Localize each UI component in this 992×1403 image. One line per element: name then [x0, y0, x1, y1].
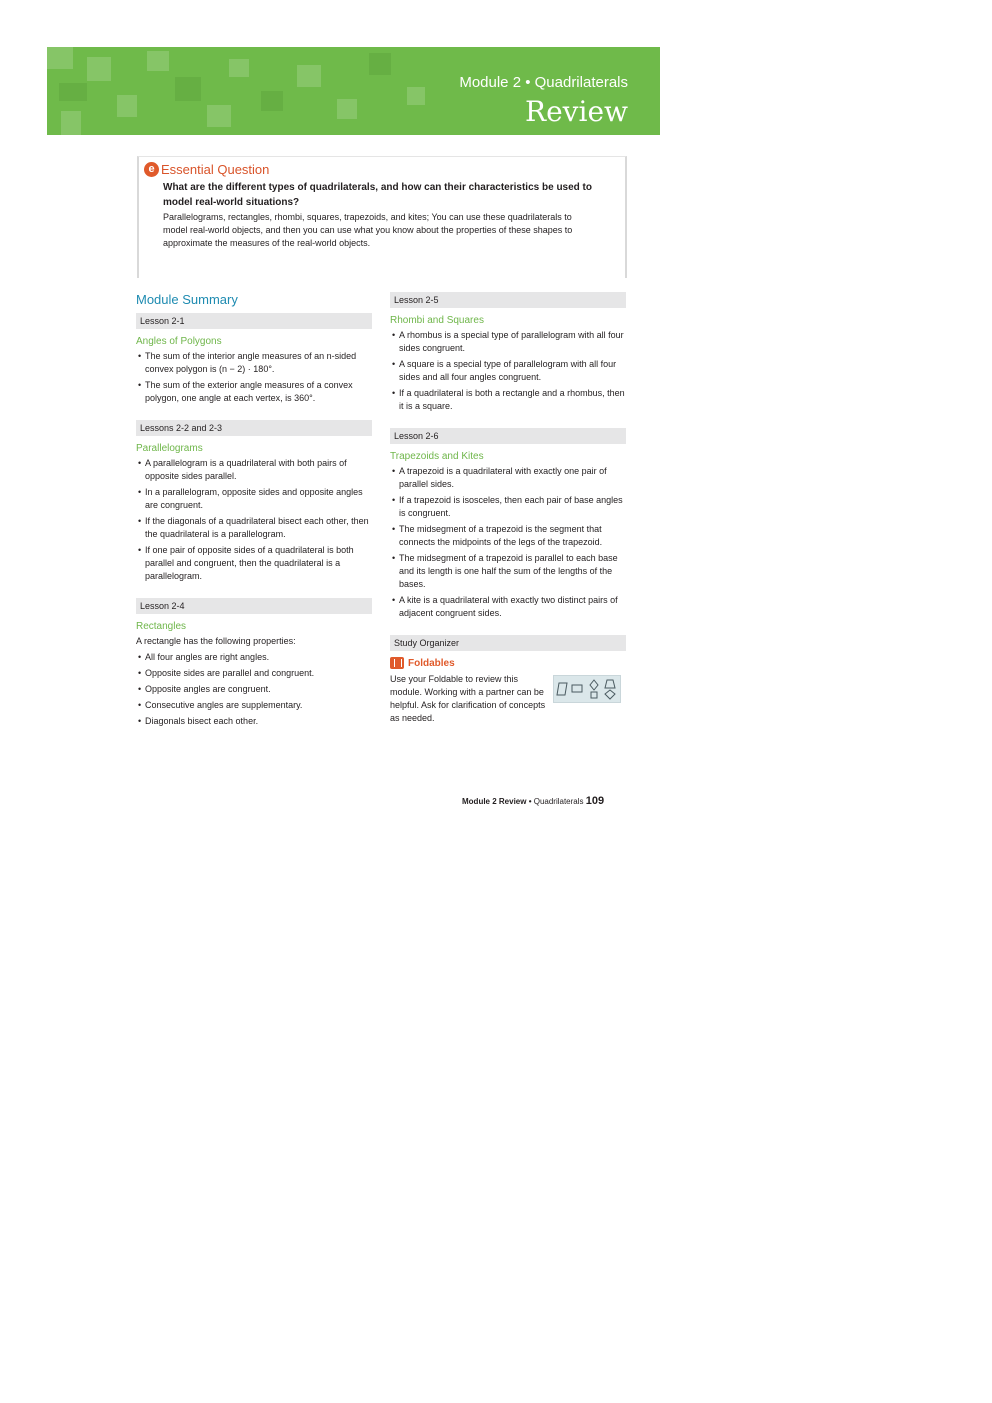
summary-item: • All four angles are right angles.	[136, 651, 372, 664]
page-title: Review	[525, 95, 628, 128]
module-banner	[47, 47, 660, 135]
foldables-heading	[390, 657, 626, 671]
summary-item: • The sum of the exterior angle measures of a convex polygon, one angle at each vertex, is 360°.	[136, 379, 372, 405]
module-subtitle: Module 2 • Quadrilaterals	[459, 74, 628, 91]
summary-item: • A parallelogram is a quadrilateral with both pairs of opposite sides parallel.	[136, 457, 372, 483]
lesson-topic: Angles of Polygons	[136, 336, 222, 347]
lesson-block	[136, 313, 372, 405]
footer-separator: •	[526, 797, 534, 806]
lesson-label: Lesson 2-6	[390, 428, 626, 444]
summary-item: • A rhombus is a special type of parallelogram with all four sides congruent.	[390, 329, 626, 355]
lesson-topic: Parallelograms	[136, 443, 203, 454]
footer-module: Module 2 Review	[462, 797, 527, 806]
lesson-topic: Rectangles	[136, 621, 187, 632]
summary-item: • If a trapezoid is isosceles, then each pair of base angles is congruent.	[390, 494, 626, 520]
essential-question-text: What are the different types of quadrilaterals, and how can their characteristics be used to model real-world situations?	[163, 182, 592, 208]
summary-item: • The sum of the interior angle measures of an n-sided convex polygon is (n − 2) · 180°.	[136, 350, 372, 376]
summary-item: • The midsegment of a trapezoid is the segment that connects the midpoints of the legs of the trapezoid.	[390, 523, 626, 549]
lesson-block	[390, 292, 626, 413]
summary-left-column	[136, 292, 372, 743]
summary-item: • Consecutive angles are supplementary.	[136, 699, 372, 712]
lesson-block	[136, 598, 372, 728]
summary-item: • A trapezoid is a quadrilateral with exactly one pair of parallel sides.	[390, 465, 626, 491]
module-summary-title: Module Summary	[136, 292, 238, 307]
essential-question-answer: Parallelograms, rectangles, rhombi, squares, trapezoids, and kites; You can use these quadrilaterals to model real-world objects, and then you can use what you know about the properties of these shapes to approximate the measures of the real-world objects.	[163, 212, 573, 248]
lesson-topic: Trapezoids and Kites	[390, 451, 484, 462]
lesson-intro: A rectangle has the following properties:	[136, 636, 296, 646]
foldable-icon	[390, 657, 404, 669]
summary-item: • A kite is a quadrilateral with exactly two distinct pairs of adjacent congruent sides.	[390, 594, 626, 620]
summary-item: • If the diagonals of a quadrilateral bisect each other, then the quadrilateral is a parallelogram.	[136, 515, 372, 541]
summary-item: • Opposite angles are congruent.	[136, 683, 372, 696]
page-number: 109	[585, 795, 605, 807]
footer-topic: Quadrilaterals	[533, 797, 586, 806]
lesson-label: Study Organizer	[390, 635, 626, 651]
lesson-block	[136, 420, 372, 583]
lesson-block	[390, 428, 626, 620]
lesson-label: Lessons 2-2 and 2-3	[136, 420, 372, 436]
lesson-topic: Rhombi and Squares	[390, 315, 484, 326]
summary-item: • If a quadrilateral is both a rectangle and a rhombus, then it is a square.	[390, 387, 626, 413]
foldable-shapes-image	[553, 675, 621, 703]
lesson-label: Lesson 2-5	[390, 292, 626, 308]
foldables-text: Use your Foldable to review this module. Working with a partner can be helpful. Ask for clarification of concepts as needed.	[390, 674, 546, 723]
summary-item: • Diagonals bisect each other.	[136, 715, 372, 728]
essential-question-label: Essential Question	[161, 162, 270, 177]
essential-question-icon: e	[144, 162, 159, 177]
foldables-label: Foldables	[408, 658, 455, 669]
lesson-label: Lesson 2-4	[136, 598, 372, 614]
summary-item: • If one pair of opposite sides of a quadrilateral is both parallel and congruent, then the quadrilateral is a parallelogram.	[136, 544, 372, 583]
summary-item: • In a parallelogram, opposite sides and opposite angles are congruent.	[136, 486, 372, 512]
study-organizer-block	[390, 635, 626, 725]
page-footer	[462, 795, 604, 807]
lesson-label: Lesson 2-1	[136, 313, 372, 329]
essential-question-box	[137, 156, 627, 278]
summary-right-column	[390, 292, 626, 740]
summary-item: • A square is a special type of parallelogram with all four sides and all four angles congruent.	[390, 358, 626, 384]
summary-item: • Opposite sides are parallel and congruent.	[136, 667, 372, 680]
summary-item: • The midsegment of a trapezoid is parallel to each base and its length is one half the sum of the lengths of the bases.	[390, 552, 626, 591]
